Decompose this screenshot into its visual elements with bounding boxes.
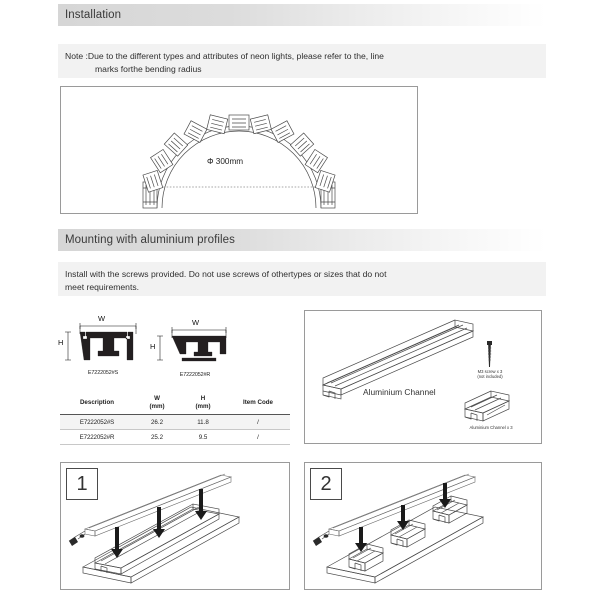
cell-width: 26.2 <box>134 415 180 430</box>
note-box-bending <box>58 44 546 78</box>
channel-clips-2 <box>349 496 467 571</box>
channel-clip-part <box>465 391 509 421</box>
clip-caption: Aluminium Channel x 3 <box>469 425 513 430</box>
note-screws-line2: meet requirements. <box>65 281 140 292</box>
cell-description: E7222052#S <box>60 415 134 430</box>
th-height-unit: (mm) <box>195 402 211 410</box>
th-description <box>60 392 134 415</box>
cell-item-code: / <box>226 430 290 445</box>
cell-height: 9.5 <box>180 430 226 445</box>
profile-cross-section-r <box>150 318 240 370</box>
screw-icon <box>487 341 492 367</box>
th-width <box>134 392 180 415</box>
th-description-main: Description <box>79 398 115 406</box>
note-screws-line1: Install with the screws provided. Do not use screws of othertypes or sizes that do not <box>65 269 387 279</box>
table-header-row <box>60 392 290 415</box>
section-header-mounting <box>58 229 546 251</box>
screw-caption <box>463 369 517 379</box>
section-header-installation-label: Installation <box>65 9 122 21</box>
cell-height: 11.8 <box>180 415 226 430</box>
note-bending-line1: Note :Due to the different types and attributes of neon lights, please refer to the, line <box>65 51 384 61</box>
table-row <box>60 415 290 430</box>
profile-spec-table <box>60 392 290 445</box>
screw-caption-line2: (not included) <box>477 374 503 379</box>
note-screws-text <box>58 262 394 293</box>
profile-s-h-label: H <box>58 338 64 347</box>
note-bending-text <box>58 44 392 75</box>
section-header-mounting-label: Mounting with aluminium profiles <box>65 234 236 246</box>
screw-caption-line1: M3 screw x 3 <box>477 369 503 374</box>
profile-r-w-label: W <box>192 318 200 327</box>
aluminium-channel-label: Aluminium Channel <box>363 387 436 397</box>
note-bending-line2: marks forthe bending radius <box>95 63 202 74</box>
th-width-unit: (mm) <box>149 402 165 410</box>
aluminium-channel-panel <box>304 310 542 444</box>
th-width-main: W <box>154 395 160 402</box>
cell-description: E7222052#R <box>60 430 134 445</box>
cell-item-code: / <box>226 415 290 430</box>
diameter-label: Φ 300mm <box>207 157 244 166</box>
step-number-1: 1 <box>76 472 88 495</box>
th-height-main: H <box>200 395 206 402</box>
bending-radius-panel <box>60 86 418 214</box>
step-number-2: 2 <box>320 472 332 495</box>
th-height <box>180 392 226 415</box>
cell-width: 25.2 <box>134 430 180 445</box>
profile-r-caption: E7222052#R <box>179 372 211 378</box>
profile-s-w-label: W <box>98 314 106 323</box>
step-number-badge-2 <box>310 468 342 500</box>
note-box-screws <box>58 262 546 296</box>
table-row <box>60 430 290 445</box>
th-item-code <box>226 392 290 415</box>
th-item-code-main: Item Code <box>243 398 273 406</box>
bending-radius-diagram <box>61 87 417 213</box>
section-header-installation <box>58 4 546 26</box>
profile-s-caption: E7222052#S <box>87 370 119 376</box>
step-number-badge-1 <box>66 468 98 500</box>
profile-r-h-label: H <box>150 342 156 351</box>
profile-cross-section-s <box>58 316 148 368</box>
